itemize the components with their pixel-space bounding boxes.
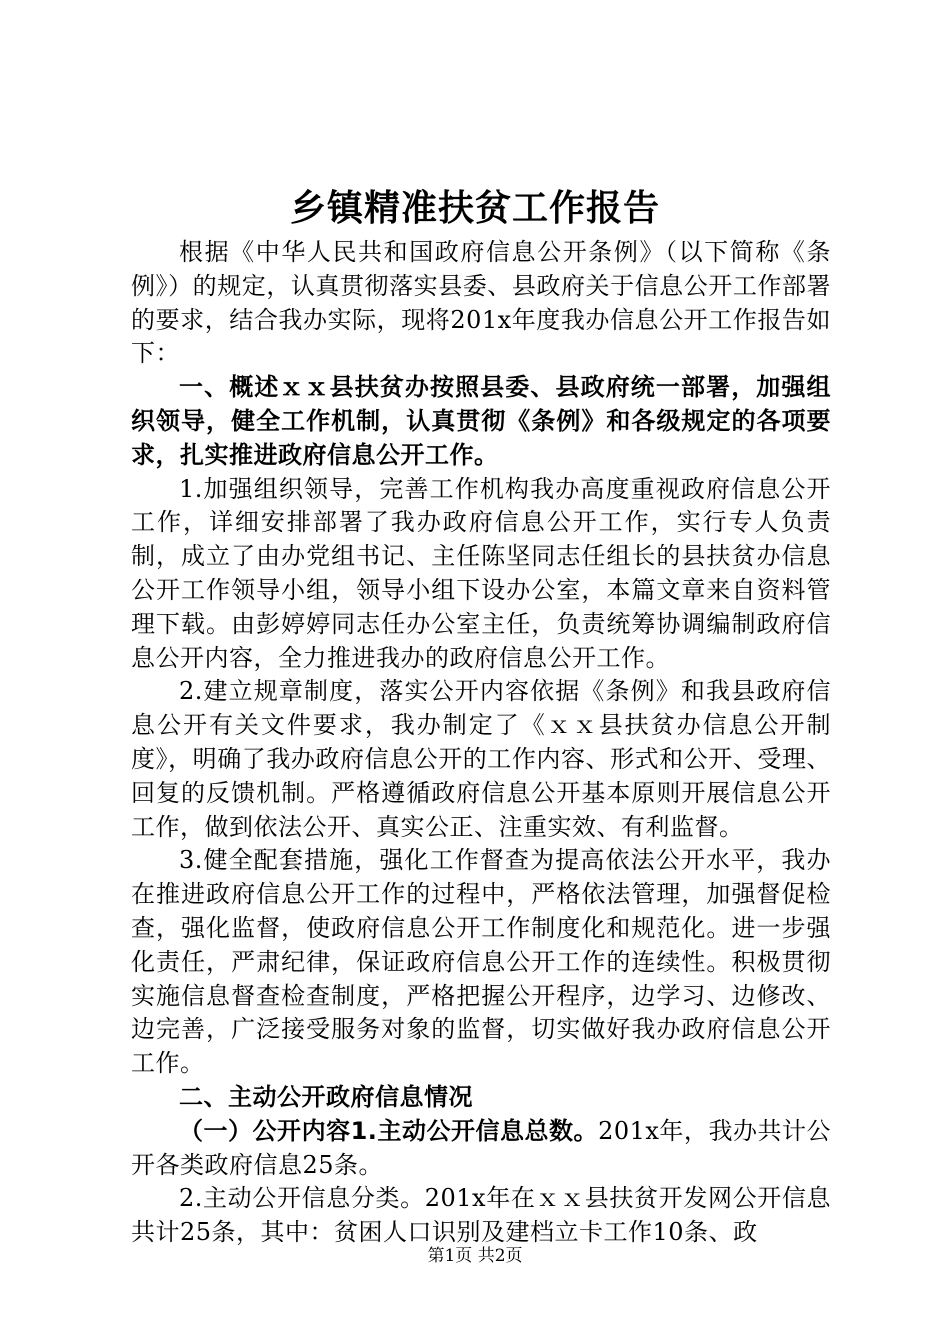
disclosure-total-text: 201x年，我办共计公开各类政府信息25条。	[131, 1116, 832, 1179]
paragraph-disclosure-total	[131, 1115, 831, 1183]
section-heading-overview: 一、概述ｘｘ县扶贫办按照县委、县政府统一部署，加强组织领导，健全工作机制，认真贯彻《条例》和各级规定的各项要求，扎实推进政府信息公开工作。	[131, 373, 831, 469]
paragraph-disclosure-categories: 2.主动公开信息分类。201x年在ｘｘ县扶贫开发网公开信息共计25条，其中：贫困人口识别及建档立卡工作10条、政	[131, 1184, 831, 1247]
document-body	[131, 236, 831, 1250]
section-heading-disclosure: 二、主动公开政府信息情况	[179, 1082, 473, 1111]
paragraph-organization: 1.加强组织领导，完善工作机构我办高度重视政府信息公开工作，详细安排部署了我办政府信息公开工作，实行专人负责制，成立了由办党组书记、主任陈坚同志任组长的县扶贫办信息公开工作领导小组，领导小组下设办公室，本篇文章来自资料管理下载。由彭婷婷同志任办公室主任，负责统筹协调编制政府信息公开内容，全力推进我办的政府信息公开工作。	[131, 474, 831, 672]
paragraph-measures: 3.健全配套措施，强化工作督查为提高依法公开水平，我办在推进政府信息公开工作的过程中，严格依法管理，加强督促检查，强化监督，使政府信息公开工作制度化和规范化。进一步强化责任，严肃纪律，保证政府信息公开工作的连续性。积极贯彻实施信息督查检查制度，严格把握公开程序，边学习、边修改、边完善，广泛接受服务对象的监督，切实做好我办政府信息公开工作。	[131, 846, 831, 1078]
intro-paragraph: 根据《中华人民共和国政府信息公开条例》（以下简称《条例》）的规定，认真贯彻落实县委、县政府关于信息公开工作部署的要求，结合我办实际，现将201x年度我办信息公开工作报告如下：	[131, 238, 831, 368]
disclosure-total-heading: （一）公开内容1.主动公开信息总数。	[179, 1116, 599, 1145]
paragraph-regulations: 2.建立规章制度，落实公开内容依据《条例》和我县政府信息公开有关文件要求，我办制定了《ｘｘ县扶贫办信息公开制度》，明确了我办政府信息公开的工作内容、形式和公开、受理、回复的反馈机制。严格遵循政府信息公开基本原则开展信息公开工作，做到依法公开、真实公正、注重实效、有利监督。	[131, 677, 831, 841]
document-title: 乡镇精准扶贫工作报告	[289, 187, 660, 229]
page-footer: 第1页 共2页	[427, 1246, 523, 1266]
